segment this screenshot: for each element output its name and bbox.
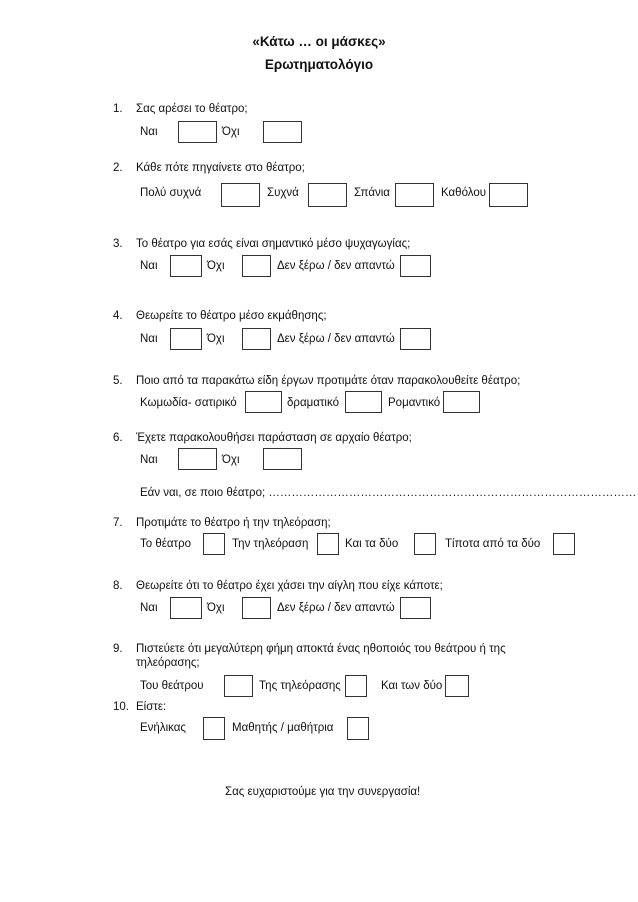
q8-yes-checkbox[interactable] — [170, 597, 202, 619]
q5-text: Ποιο από τα παρακάτω είδη έργων προτιμάτε όταν παρακολουθείτε θέατρο; — [136, 375, 521, 387]
q7-tv-checkbox[interactable] — [317, 533, 339, 555]
q2-option-label: Σπάνια — [354, 187, 390, 199]
page-title: «Κάτω … οι μάσκες» — [252, 34, 386, 49]
q6-yes-checkbox[interactable] — [178, 448, 217, 470]
q7-neither-checkbox[interactable] — [553, 533, 575, 555]
q6-no-checkbox[interactable] — [263, 448, 302, 470]
q2-option-label: Καθόλου — [441, 187, 487, 199]
q5-drama-checkbox[interactable] — [345, 391, 382, 413]
q2-number: 2. — [113, 162, 123, 174]
q3-option-label: Δεν ξέρω / δεν απαντώ — [277, 260, 395, 272]
q8-text: Θεωρείτε ότι το θέατρο έχει χάσει την αίγλη που είχε κάποτε; — [136, 580, 443, 592]
q3-yes-checkbox[interactable] — [170, 255, 202, 277]
q5-option-label: δραματικό — [287, 397, 339, 409]
q4-option-label: Δεν ξέρω / δεν απαντώ — [277, 333, 395, 345]
q9-option-label: Της τηλεόρασης — [259, 680, 341, 692]
q6-option-label: Ναι — [140, 454, 158, 466]
q6-number: 6. — [113, 432, 123, 444]
q9-theatre-checkbox[interactable] — [224, 675, 253, 697]
q1-text: Σας αρέσει το θέατρο; — [136, 103, 248, 115]
q4-dont-know-checkbox[interactable] — [400, 328, 431, 350]
q1-option-label: Όχι — [222, 126, 240, 138]
q9-option-label: Του θεάτρου — [140, 680, 204, 692]
q9-tv-checkbox[interactable] — [345, 675, 367, 697]
thanks-message: Σας ευχαριστούμε για την συνεργασία! — [225, 786, 421, 798]
q2-never-checkbox[interactable] — [489, 183, 528, 207]
q3-text: Το θέατρο για εσάς είναι σημαντικό μέσο ψυχαγωγίας; — [136, 238, 411, 250]
q7-option-label: Το θέατρο — [140, 538, 192, 550]
q4-text: Θεωρείτε το θέατρο μέσο εκμάθησης; — [136, 310, 327, 322]
q3-option-label: Όχι — [207, 260, 225, 272]
q2-often-checkbox[interactable] — [308, 183, 347, 207]
q1-yes-checkbox[interactable] — [178, 121, 217, 143]
q2-option-label: Πολύ συχνά — [140, 187, 202, 199]
q9-both-checkbox[interactable] — [445, 675, 469, 697]
q3-number: 3. — [113, 238, 123, 250]
q7-text: Προτιμάτε το θέατρο ή την τηλεόραση; — [136, 517, 331, 529]
q4-no-checkbox[interactable] — [242, 328, 271, 350]
q10-option-label: Ενήλικας — [140, 722, 186, 734]
q7-option-label: Την τηλεόραση — [232, 538, 309, 550]
q6-text: Έχετε παρακολουθήσει παράσταση σε αρχαίο θέατρο; — [136, 432, 412, 444]
q5-comedy-checkbox[interactable] — [245, 391, 282, 413]
q8-option-label: Δεν ξέρω / δεν απαντώ — [277, 602, 395, 614]
q3-no-checkbox[interactable] — [242, 255, 271, 277]
q10-text: Είστε: — [136, 701, 167, 713]
q9-option-label: Και των δύο — [381, 680, 443, 692]
q9-number: 9. — [113, 643, 123, 655]
q5-option-label: Κωμωδία- σατιρικό — [140, 397, 237, 409]
q9-text: Πιστεύετε ότι μεγαλύτερη φήμη αποκτά ένας ηθοποιός του θεάτρου ή της — [136, 643, 506, 655]
q1-no-checkbox[interactable] — [263, 121, 302, 143]
q10-option-label: Μαθητής / μαθήτρια — [232, 722, 334, 734]
q7-both-checkbox[interactable] — [414, 533, 436, 555]
q9-text: τηλεόρασης; — [136, 657, 200, 669]
q2-very-often-checkbox[interactable] — [221, 183, 260, 207]
q5-romantic-checkbox[interactable] — [443, 391, 480, 413]
q2-text: Κάθε πότε πηγαίνετε στο θέατρο; — [136, 162, 305, 174]
q1-number: 1. — [113, 103, 123, 115]
q4-number: 4. — [113, 310, 123, 322]
q6-option-label: Όχι — [222, 454, 240, 466]
q7-option-label: Και τα δύο — [345, 538, 399, 550]
q7-theatre-checkbox[interactable] — [203, 533, 225, 555]
q2-option-label: Συχνά — [267, 187, 299, 199]
q6-followup-field[interactable]: Εάν ναι, σε ποιο θέατρο; …………………………………………………………………………………… — [140, 487, 637, 499]
q8-no-checkbox[interactable] — [242, 597, 271, 619]
q2-rarely-checkbox[interactable] — [395, 183, 434, 207]
q4-option-label: Ναι — [140, 333, 158, 345]
q8-option-label: Ναι — [140, 602, 158, 614]
q3-dont-know-checkbox[interactable] — [400, 255, 431, 277]
q8-option-label: Όχι — [207, 602, 225, 614]
q1-option-label: Ναι — [140, 126, 158, 138]
q7-option-label: Τίποτα από τα δύο — [445, 538, 541, 550]
q10-number: 10. — [113, 701, 129, 713]
q4-option-label: Όχι — [207, 333, 225, 345]
q10-student-checkbox[interactable] — [347, 717, 369, 740]
q8-dont-know-checkbox[interactable] — [400, 597, 431, 619]
q3-option-label: Ναι — [140, 260, 158, 272]
q7-number: 7. — [113, 517, 123, 529]
q8-number: 8. — [113, 580, 123, 592]
q10-adult-checkbox[interactable] — [203, 717, 225, 740]
q5-option-label: Ρομαντικό — [388, 397, 441, 409]
q5-number: 5. — [113, 375, 123, 387]
page-subtitle: Ερωτηματολόγιο — [264, 57, 374, 72]
q4-yes-checkbox[interactable] — [170, 328, 202, 350]
